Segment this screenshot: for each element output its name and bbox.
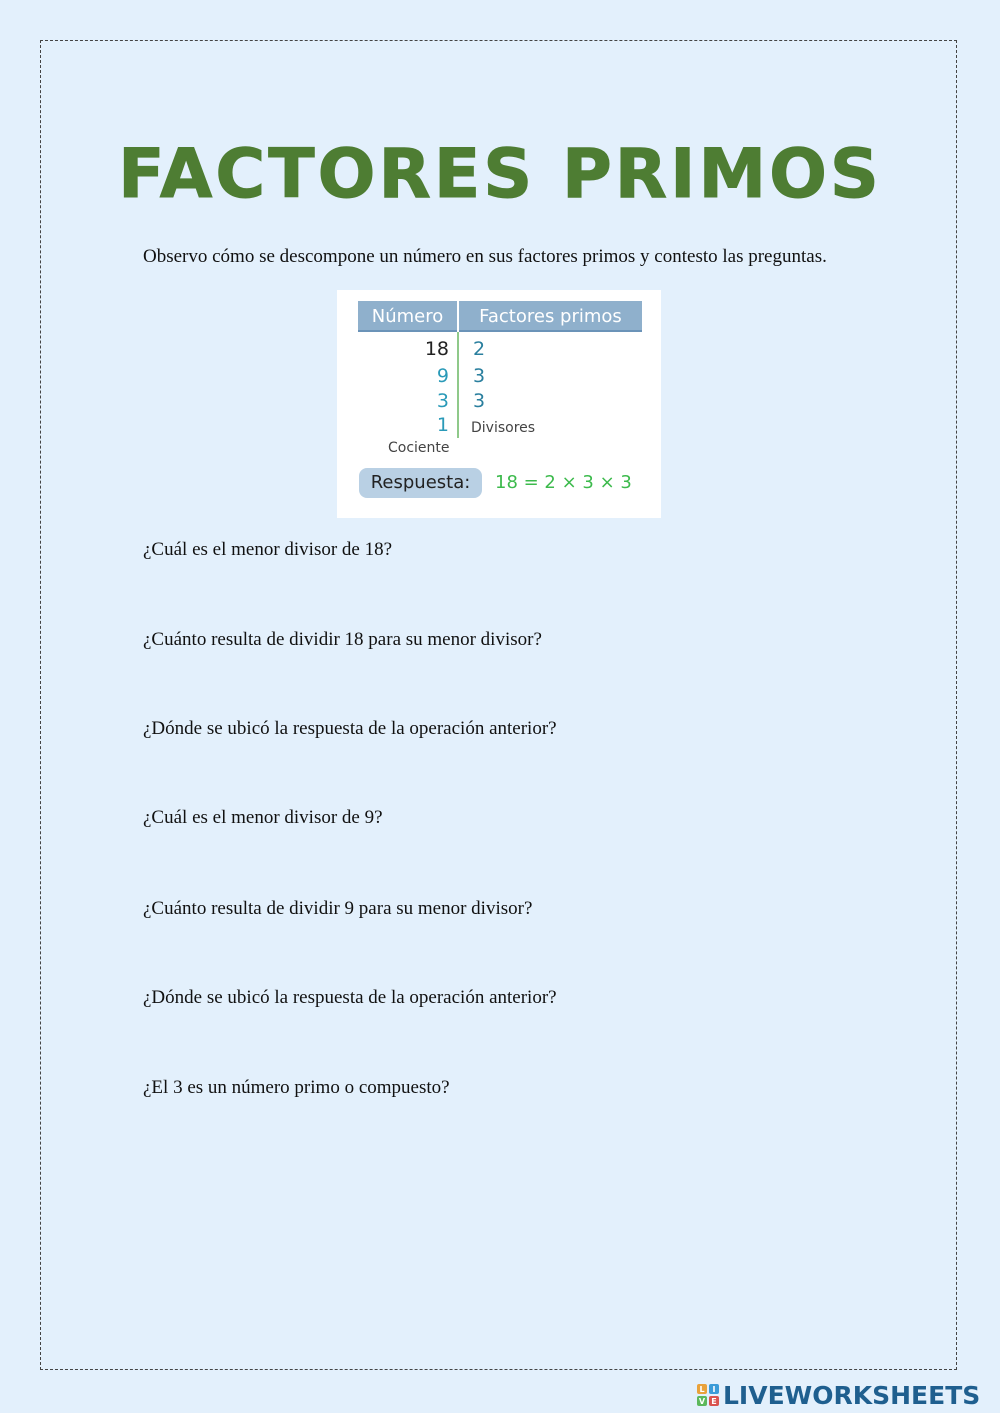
division-line bbox=[457, 332, 459, 438]
number-3: 3 bbox=[436, 390, 449, 412]
factor-3b: 3 bbox=[473, 390, 486, 412]
number-18: 18 bbox=[424, 338, 449, 360]
question-6: ¿Dónde se ubicó la respuesta de la operación anterior? bbox=[143, 987, 557, 1008]
factor-2: 2 bbox=[473, 338, 486, 360]
question-7: ¿El 3 es un número primo o compuesto? bbox=[143, 1077, 450, 1098]
number-1: 1 bbox=[436, 414, 449, 436]
question-3: ¿Dónde se ubicó la respuesta de la operación anterior? bbox=[143, 718, 557, 739]
label-cociente: Cociente bbox=[388, 440, 450, 456]
liveworksheets-logo-icon: L I V E bbox=[697, 1384, 719, 1406]
question-1: ¿Cuál es el menor divisor de 18? bbox=[143, 539, 393, 560]
liveworksheets-wordmark: LIVEWORKSHEETS bbox=[723, 1380, 981, 1410]
respuesta-value: 18 = 2 × 3 × 3 bbox=[495, 472, 632, 493]
worksheet-title: FACTORES PRIMOS bbox=[118, 135, 882, 214]
page-border bbox=[40, 40, 957, 1370]
number-9: 9 bbox=[436, 365, 449, 387]
question-4: ¿Cuál es el menor divisor de 9? bbox=[143, 807, 383, 828]
respuesta-label: Respuesta: bbox=[359, 468, 482, 498]
intro-instructions: Observo cómo se descompone un número en sus factores primos y contesto las preguntas. bbox=[143, 246, 827, 267]
question-5: ¿Cuánto resulta de dividir 9 para su menor divisor? bbox=[143, 898, 533, 919]
factor-3a: 3 bbox=[473, 365, 486, 387]
question-2: ¿Cuánto resulta de dividir 18 para su menor divisor? bbox=[143, 629, 542, 650]
label-divisores: Divisores bbox=[471, 420, 536, 436]
liveworksheets-brand bbox=[697, 1380, 980, 1410]
header-numero: Número bbox=[358, 301, 457, 332]
header-factores-primos: Factores primos bbox=[459, 301, 642, 332]
factorization-figure bbox=[337, 290, 661, 518]
